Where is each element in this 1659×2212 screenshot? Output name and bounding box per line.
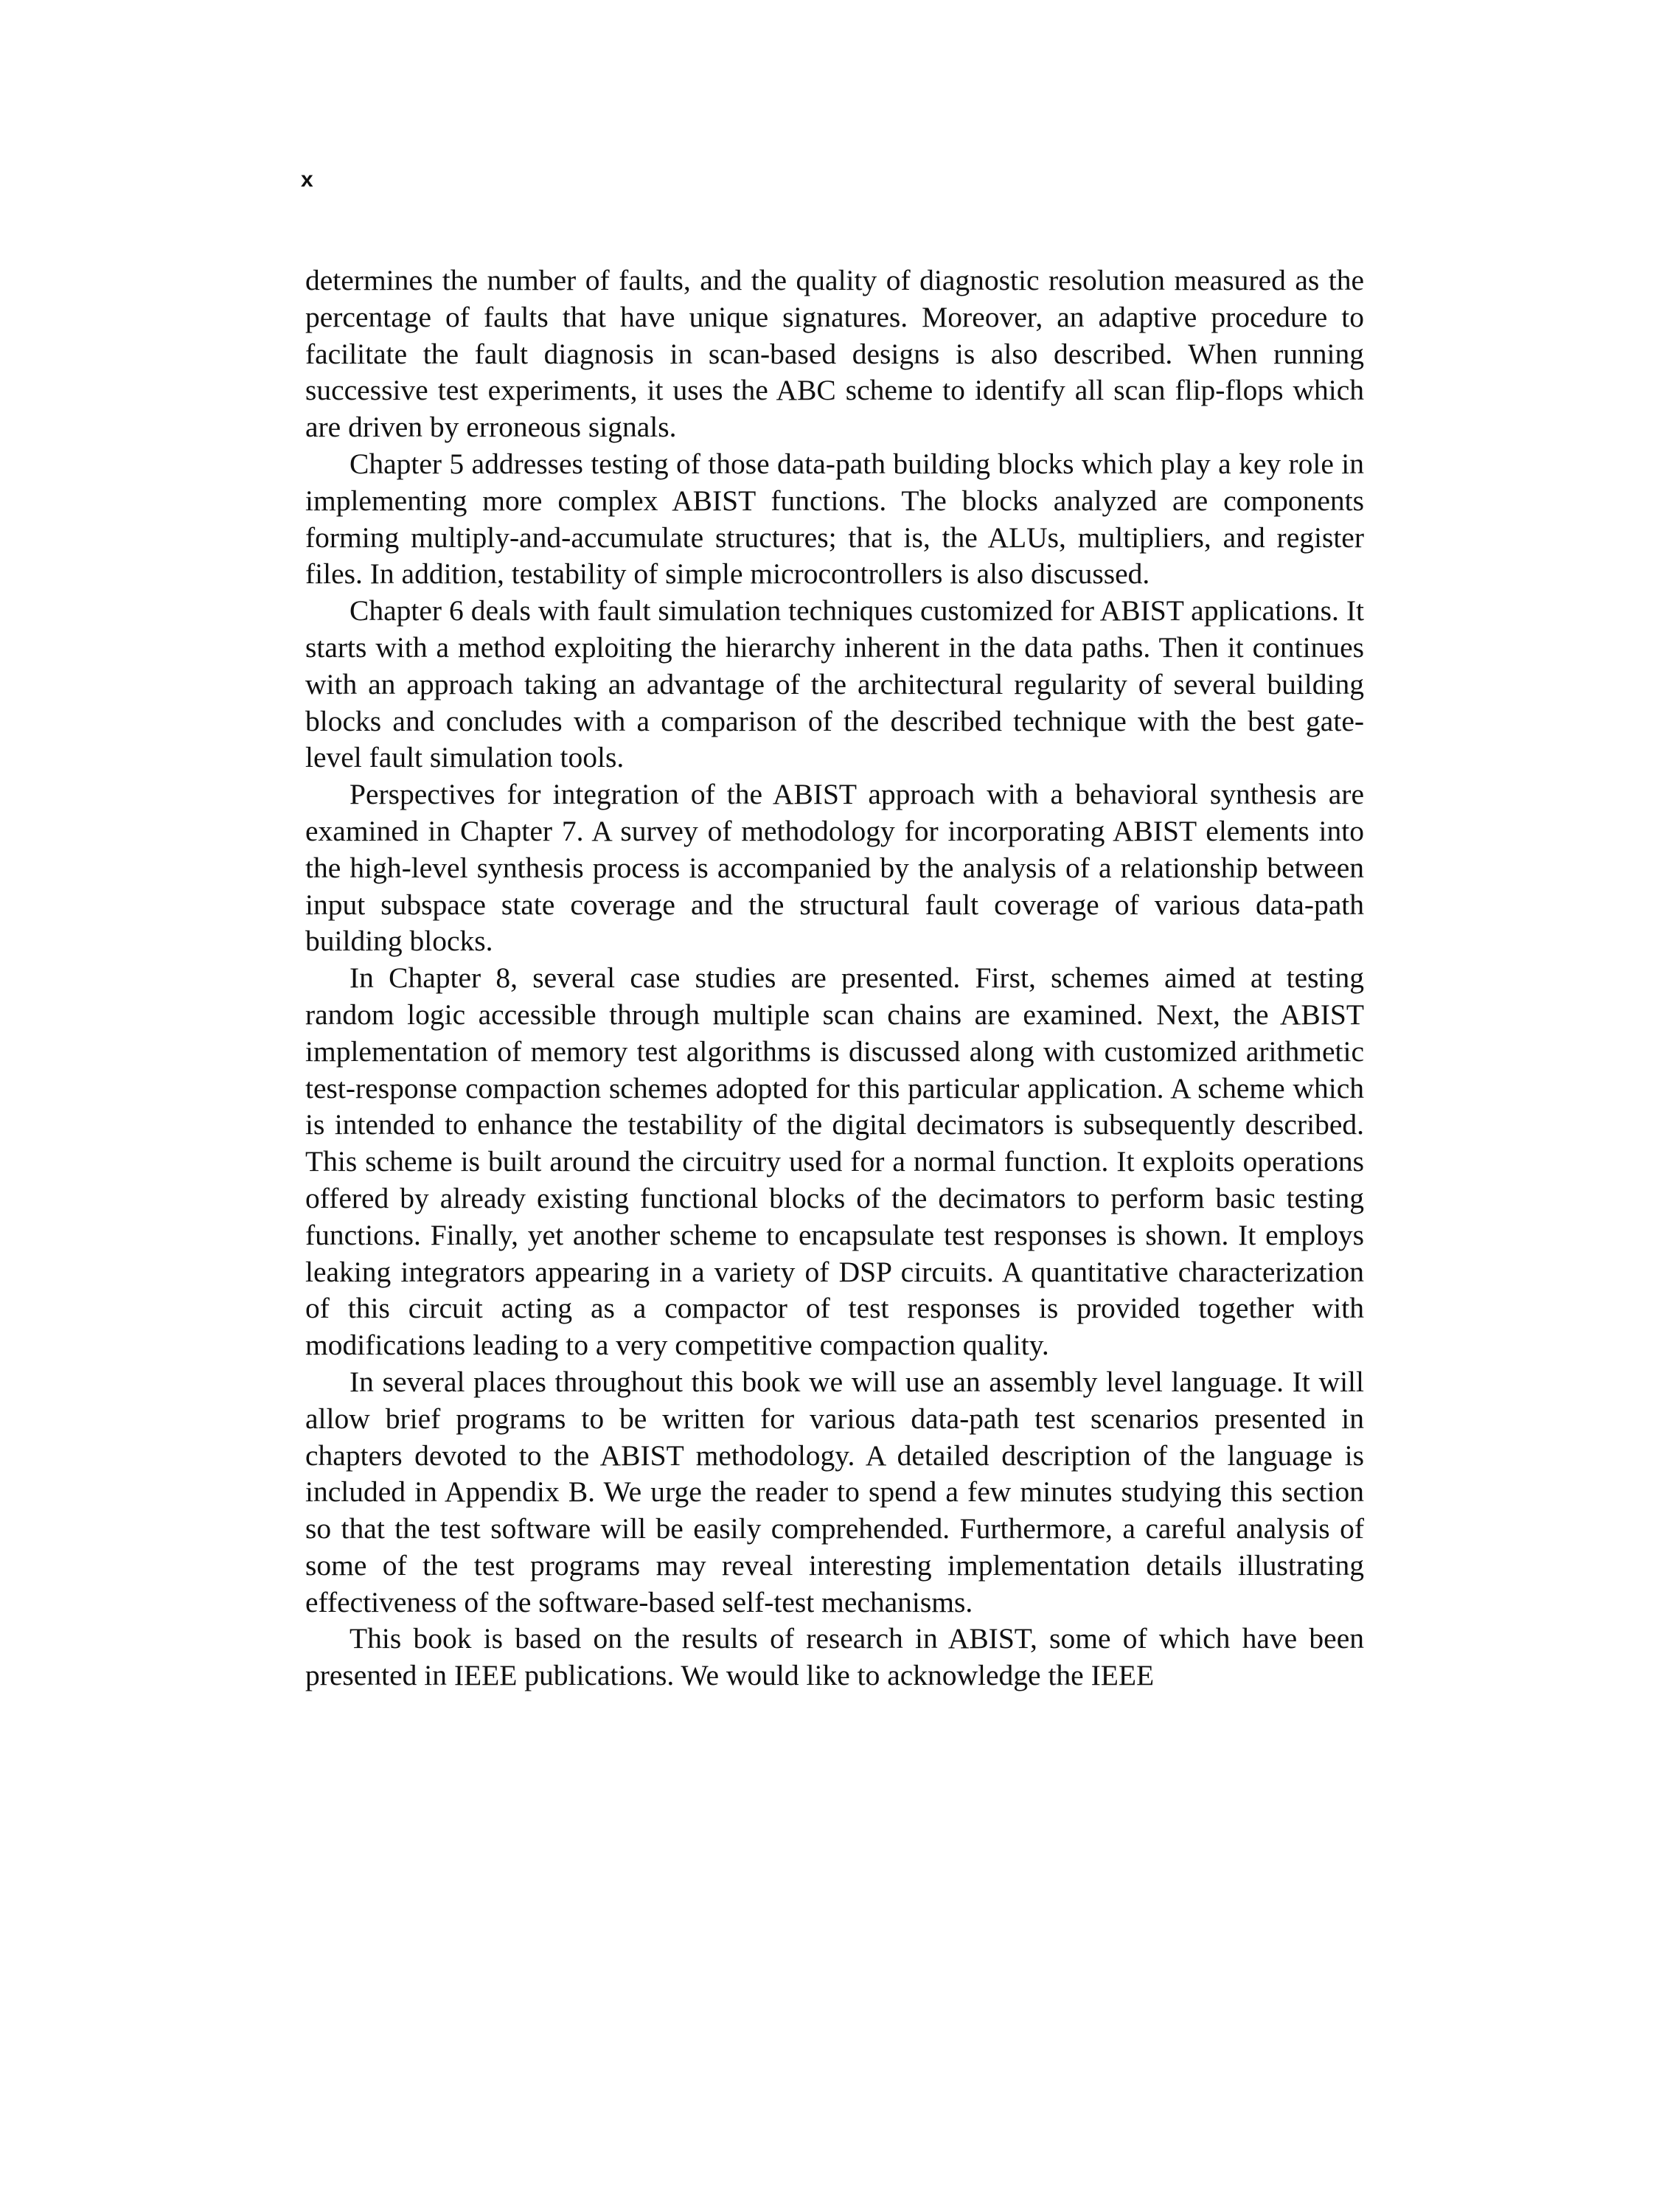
paragraph-assembly-language: In several places throughout this book we will use an assembly level language. It will allow brief programs to be written for various data-path test scenarios presented in chapters devoted to the ABIST methodology. A detailed description of the language is included in Appendix B. We urge the reader to spend a few minutes studying this section so that the test software will be easily comprehended. Furthermore, a careful analysis of some of the test programs may reveal interesting implementation details illustrating effectiveness of the software-based self-test mechanisms. — [305, 1365, 1364, 1618]
page-number: x — [301, 167, 313, 192]
body-text — [305, 262, 1364, 1694]
paragraph-chapter-8: In Chapter 8, several case studies are presented. First, schemes aimed at testing random logic accessible through multiple scan chains are examined. Next, the ABIST implementation of memory test algorithms is discussed along with customized arithmetic test-response compaction schemes adopted for this particular application. A scheme which is intended to enhance the testability of the digital decimators is subsequently described. This scheme is built around the circuitry used for a normal function. It exploits operations offered by already existing functional blocks of the decimators to perform basic testing functions. Finally, yet another scheme to encapsulate test responses is shown. It employs leaking integrators appearing in a variety of DSP circuits. A quantitative characterization of this circuit acting as a compactor of test responses is provided together with modifications leading to a very competitive compaction quality. — [305, 961, 1364, 1362]
paragraph-fault-diagnosis: determines the number of faults, and the quality of diagnostic resolution measured as the percentage of faults that have unique signatures. Moreover, an adaptive procedure to facilitate the fault diagnosis in scan-based designs is also described. When running successive test experiments, it uses the ABC scheme to identify all scan flip-flops which are driven by erroneous signals. — [305, 264, 1364, 444]
paragraph-chapter-6: Chapter 6 deals with fault simulation techniques customized for ABIST applications. It starts with a method exploiting the hierarchy inherent in the data paths. Then it continues with an approach taking an advantage of the architectural regularity of several building blocks and concludes with a comparison of the described technique with the best gate-level fault simulation tools. — [305, 594, 1364, 774]
paragraph-acknowledgment: This book is based on the results of research in ABIST, some of which have been presented in IEEE publications. We would like to acknowledge the IEEE — [305, 1622, 1364, 1692]
paragraph-chapter-5: Chapter 5 addresses testing of those data-path building blocks which play a key role in implementing more complex ABIST functions. The blocks analyzed are components forming multiply-and-accumulate structures; that is, the ALUs, multipliers, and register files. In addition, testability of simple microcontrollers is also discussed. — [305, 447, 1364, 591]
paragraph-chapter-7: Perspectives for integration of the ABIST approach with a behavioral synthesis are examined in Chapter 7. A survey of methodology for incorporating ABIST elements into the high-level synthesis process is accompanied by the analysis of a relationship between input subspace state coverage and the structural fault coverage of various data-path building blocks. — [305, 778, 1364, 958]
